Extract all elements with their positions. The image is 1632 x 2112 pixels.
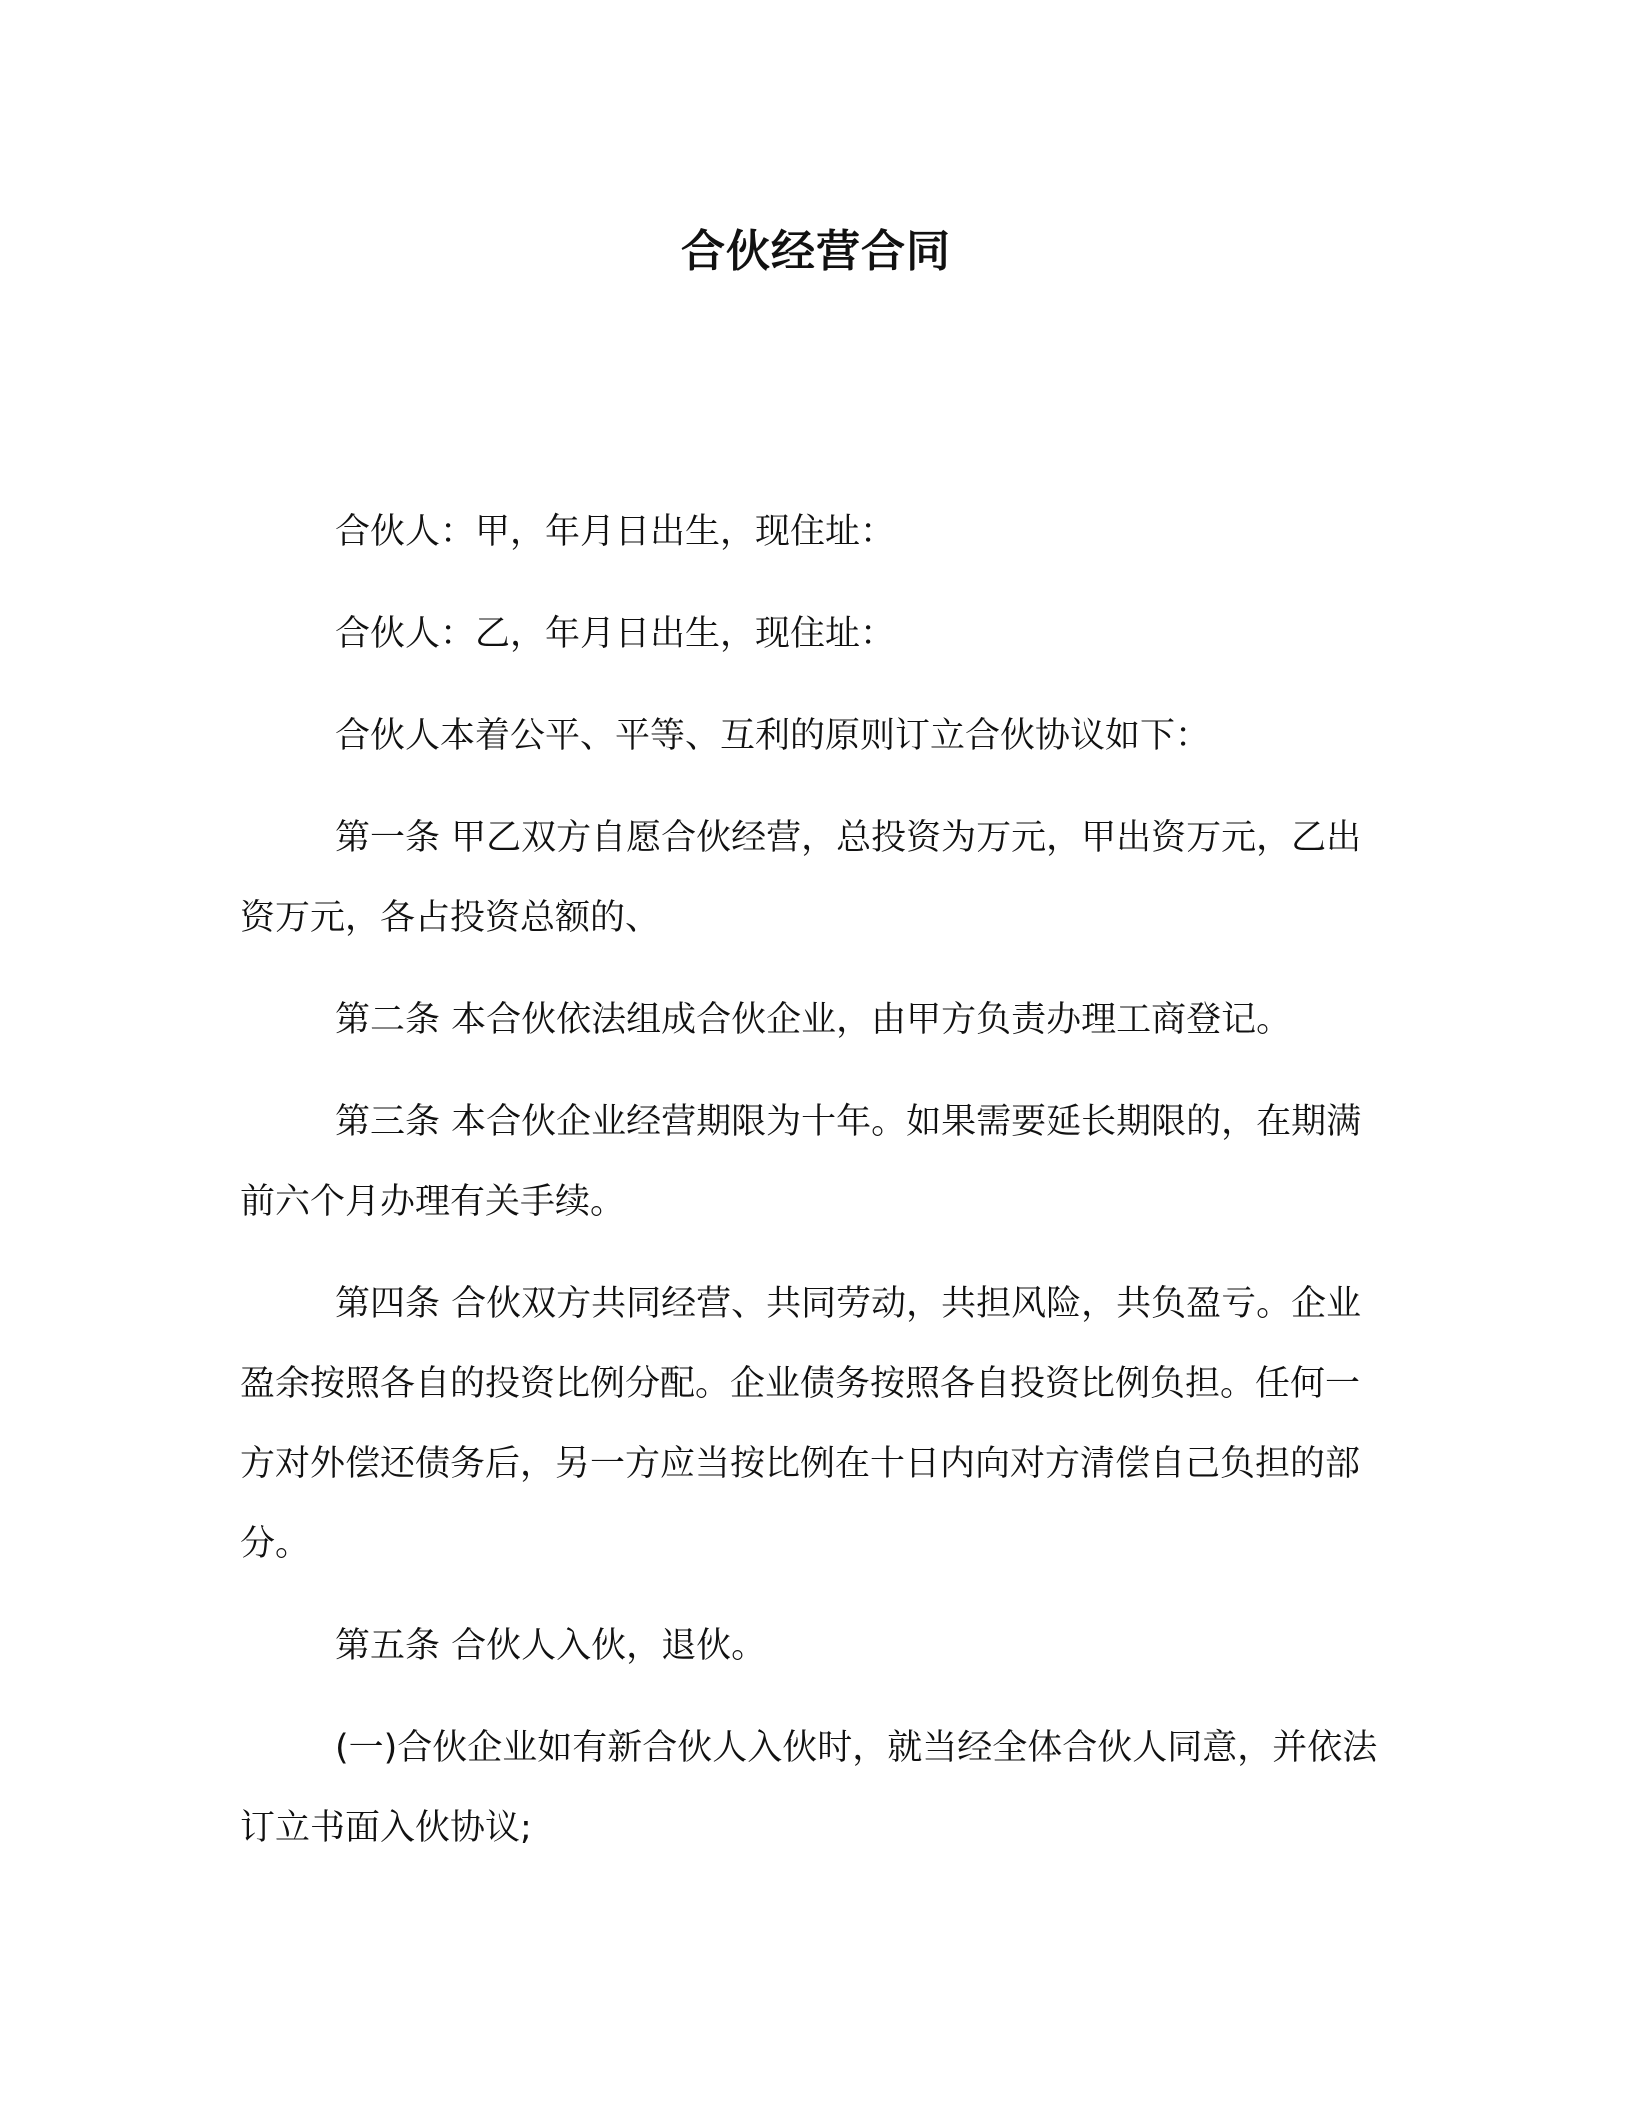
article-5-clause-1-paragraph: (一)合伙企业如有新合伙人入伙时，就当经全体合伙人同意，并依法订立书面入伙协议;	[240, 1728, 1378, 1848]
partner-b-paragraph: 合伙人：乙，年月日出生，现住址：	[335, 614, 896, 654]
partner-a-paragraph: 合伙人：甲，年月日出生，现住址：	[335, 512, 896, 552]
article-3-paragraph: 第三条 本合伙企业经营期限为十年。如果需要延长期限的，在期满前六个月办理有关手续。	[240, 1102, 1362, 1222]
article-5-paragraph: 第五条 合伙人入伙，退伙。	[335, 1626, 767, 1666]
article-1-paragraph: 第一条 甲乙双方自愿合伙经营，总投资为万元，甲出资万元，乙出资万元，各占投资总额的、	[240, 818, 1362, 938]
article-4-paragraph: 第四条 合伙双方共同经营、共同劳动，共担风险，共负盈亏。企业盈余按照各自的投资比例分配。企业债务按照各自投资比例负担。任何一方对外偿还债务后，另一方应当按比例在十日内向对方清偿自己负担的部分。	[240, 1284, 1362, 1564]
document-body	[240, 492, 1390, 1890]
document-title: 合伙经营合同	[681, 226, 951, 277]
article-2-paragraph: 第二条 本合伙依法组成合伙企业，由甲方负责办理工商登记。	[335, 1000, 1292, 1040]
agreement-intro-paragraph: 合伙人本着公平、平等、互利的原则订立合伙协议如下：	[335, 716, 1211, 756]
